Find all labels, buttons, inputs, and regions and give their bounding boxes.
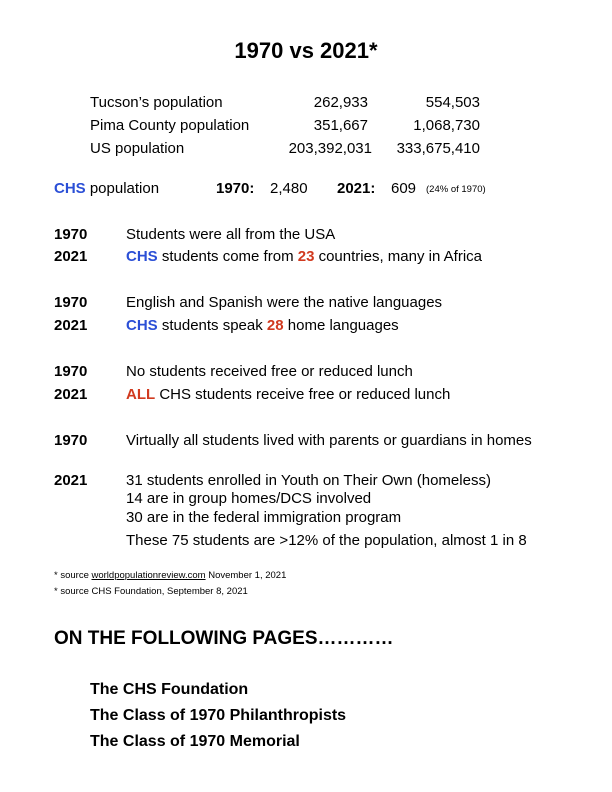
year-label: 1970 [54,363,88,380]
year-label: 1970 [54,226,88,243]
source-note: * source worldpopulationreview.com November 1, 2021 [54,570,287,581]
year-label: 2021 [54,248,88,265]
comparison-text: English and Spanish were the native languages [126,294,443,311]
chs-label: CHS [54,180,86,197]
source-link[interactable]: worldpopulationreview.com [91,570,206,581]
comparison-text: CHS students come from 23 countries, many in Africa [126,248,482,265]
chs-2021-value: 609 [391,180,417,197]
pop-label: Tucson’s population [90,94,223,111]
pop-2021: 333,675,410 [396,140,480,157]
comparison-text: 31 students enrolled in Youth on Their Own (homeless) [126,472,491,489]
chs-pop-note: (24% of 1970) [426,184,486,195]
comparison-text: These 75 students are >12% of the population, almost 1 in 8 [126,532,527,549]
pop-2021: 1,068,730 [413,117,480,134]
comparison-text: No students received free or reduced lunch [126,363,413,380]
following-heading: ON THE FOLLOWING PAGES………… [54,628,394,649]
pop-1970: 203,392,031 [288,140,372,157]
year-label: 2021 [54,386,88,403]
pop-1970: 351,667 [313,117,368,134]
page-title: 1970 vs 2021* [234,38,378,63]
comparison-text: 14 are in group homes/DCS involved [126,490,372,507]
year-label: 2021 [54,472,88,489]
following-item: The Class of 1970 Philanthropists [90,707,347,724]
source-note: * source CHS Foundation, September 8, 2021 [54,586,248,597]
comparison-text: CHS students speak 28 home languages [126,317,399,334]
comparison-text: Students were all from the USA [126,226,336,243]
year-label: 1970 [54,432,88,449]
chs-2021-label: 2021: [337,180,376,197]
pop-1970: 262,933 [313,94,368,111]
chs-1970-label: 1970: [216,180,255,197]
year-label: 2021 [54,317,88,334]
pop-label: Pima County population [90,117,250,134]
chs-1970-value: 2,480 [270,180,308,197]
year-label: 1970 [54,294,88,311]
pop-label: US population [90,140,185,157]
following-item: The Class of 1970 Memorial [90,733,300,750]
following-item: The CHS Foundation [90,681,249,698]
comparison-text: ALL CHS students receive free or reduced lunch [126,386,451,403]
chs-pop-label: CHS population [54,180,160,197]
comparison-text: Virtually all students lived with parents or guardians in homes [126,432,532,449]
comparison-text: 30 are in the federal immigration program [126,509,402,526]
pop-2021: 554,503 [425,94,480,111]
